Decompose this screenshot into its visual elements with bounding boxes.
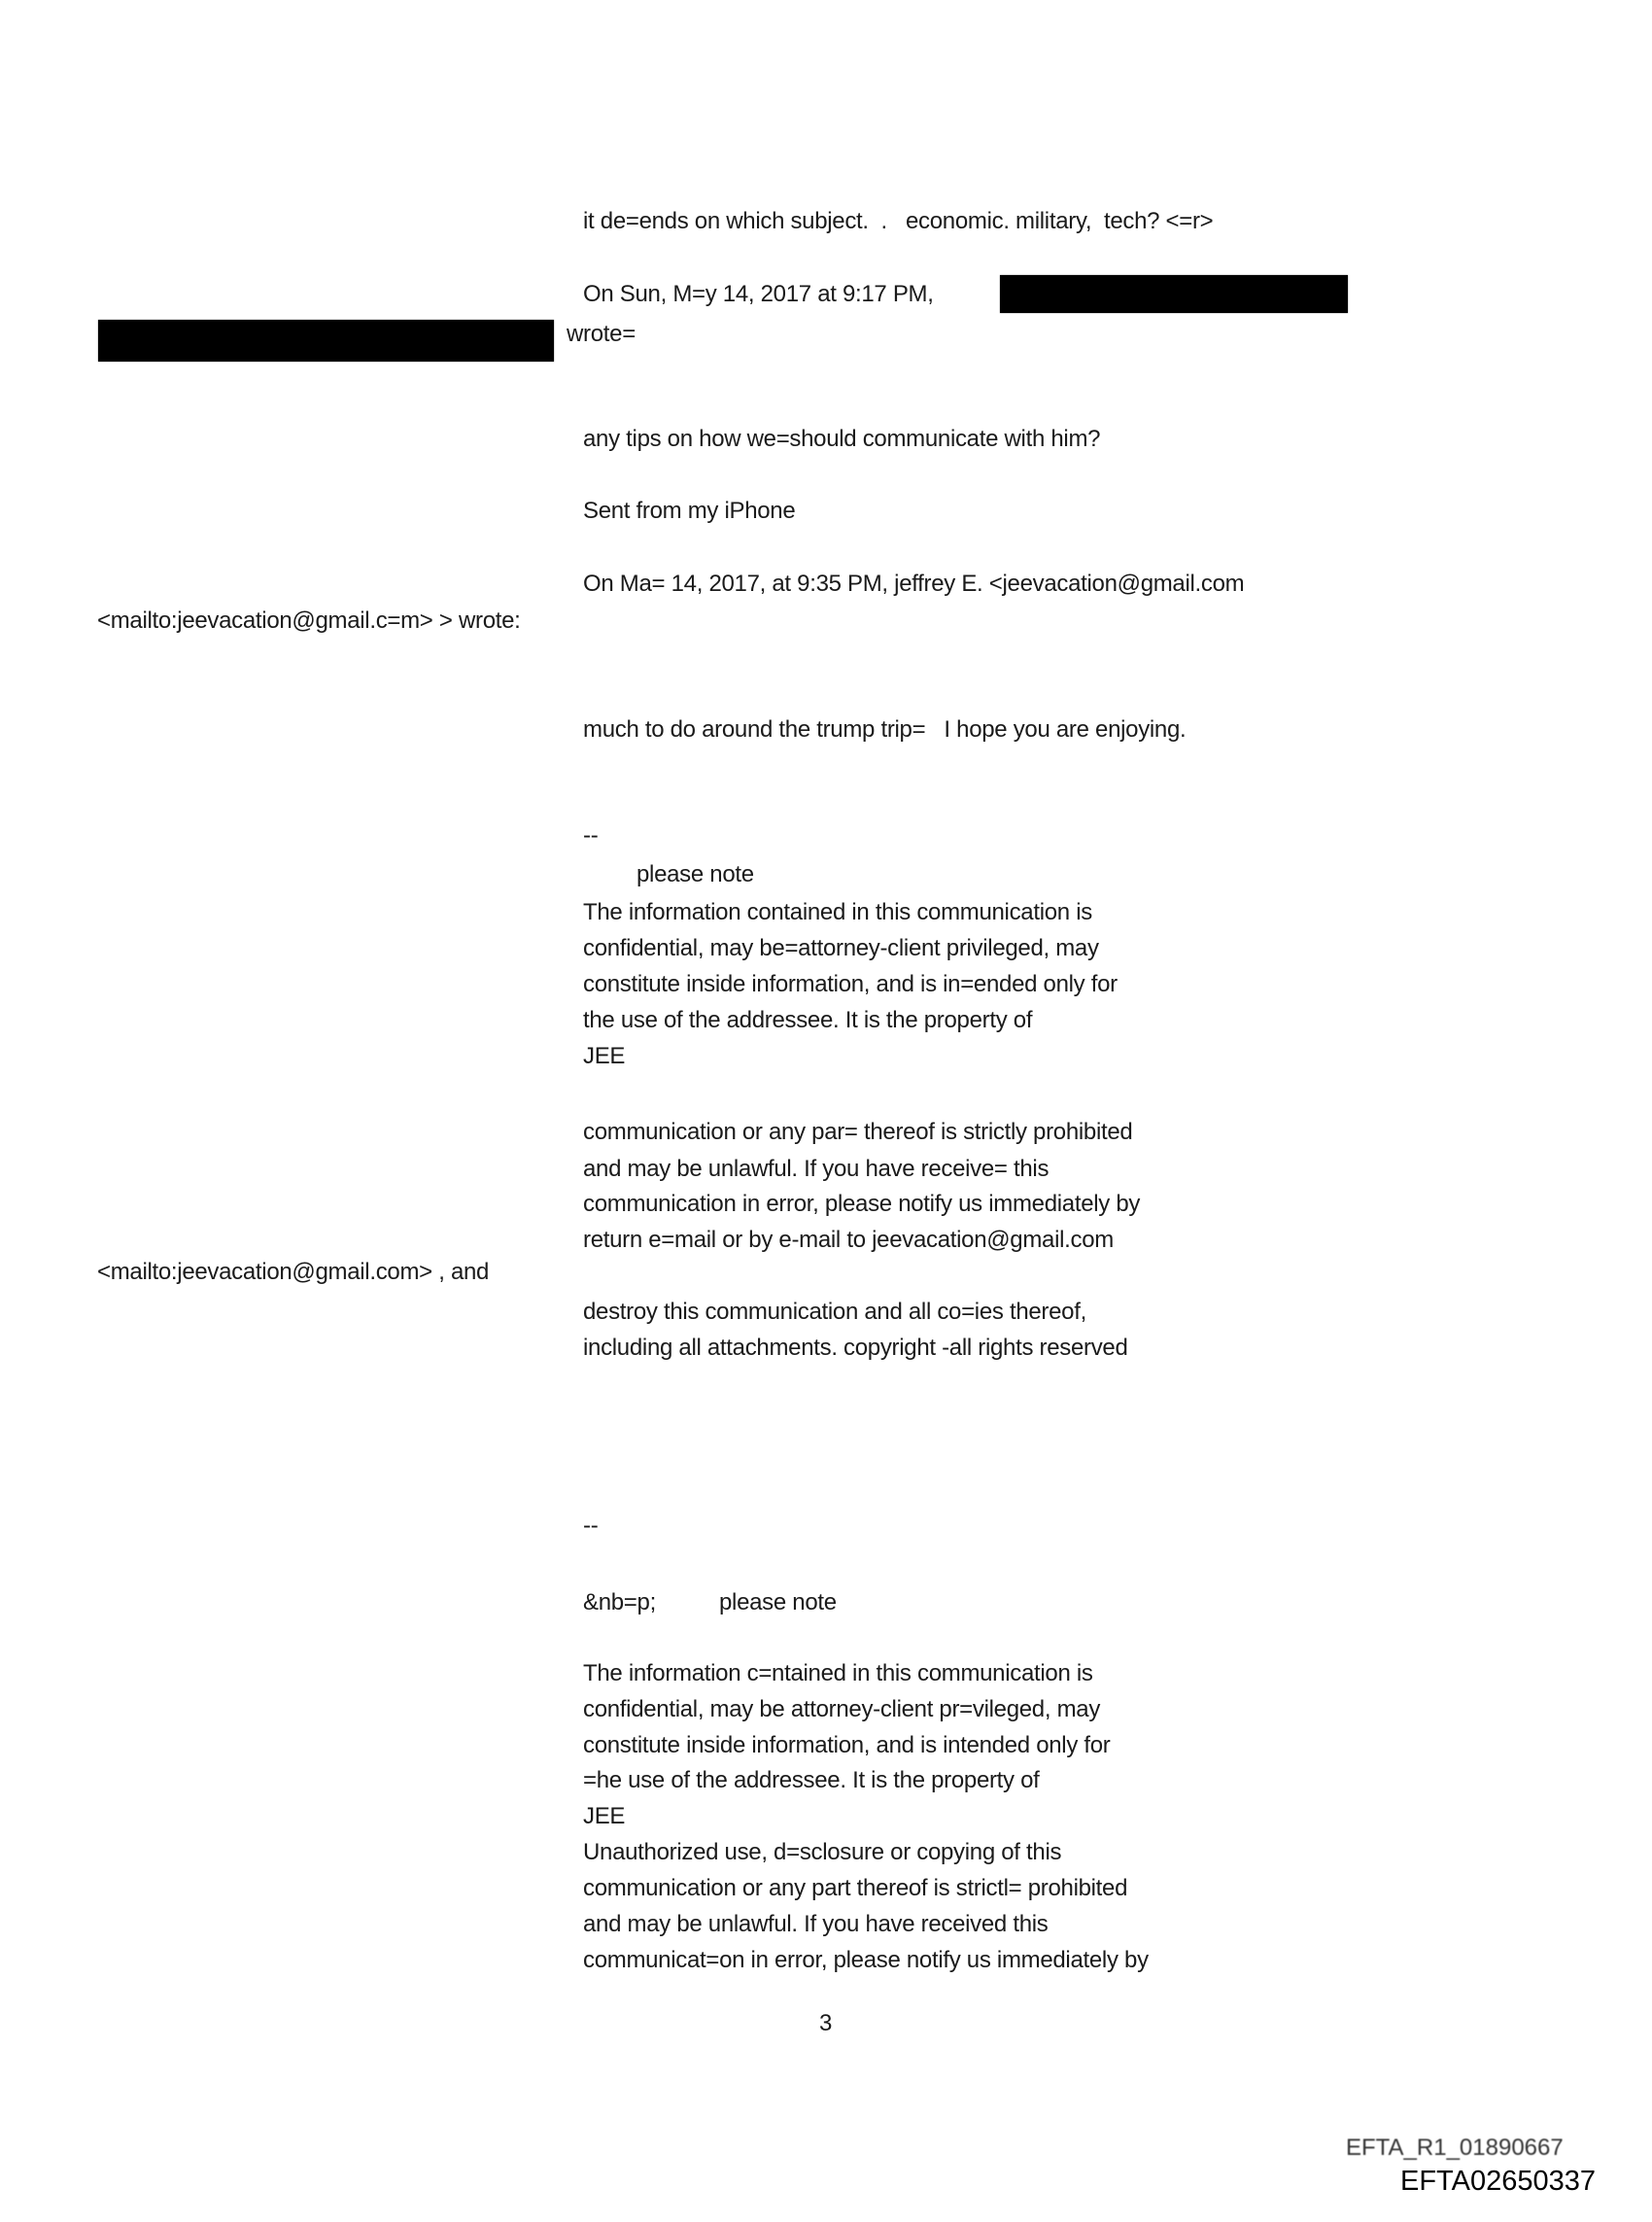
quote1-body: any tips on how we=should communicate with him? — [583, 426, 1101, 452]
bates-number-main: EFTA02650337 — [1400, 2166, 1596, 2197]
disclaimer2-line: constitute inside information, and is intended only for — [583, 1732, 1111, 1758]
disclaimer2-line: and may be unlawful. If you have received this — [583, 1911, 1049, 1937]
disclaimer1-line: The information contained in this communication is — [583, 899, 1092, 925]
disclaimer1-mailto-link: <mailto:jeevacation@gmail.com> , and — [97, 1259, 490, 1285]
disclaimer1-line: including all attachments. copyright -all rights reserved — [583, 1335, 1128, 1361]
disclaimer2-heading: please note — [719, 1589, 837, 1615]
disclaimer2-line: =he use of the addressee. It is the property of — [583, 1767, 1040, 1793]
disclaimer2-entity: &nb=p; — [583, 1589, 656, 1615]
redacted-sender-email — [98, 320, 554, 362]
disclaimer2-line: communicat=on in error, please notify us immediately by — [583, 1947, 1149, 1973]
disclaimer2-line: The information c=ntained in this communication is — [583, 1660, 1093, 1686]
disclaimer1-line: communication or any par= thereof is strictly prohibited — [583, 1119, 1133, 1145]
disclaimer2-line: JEE — [583, 1803, 626, 1829]
reply-message: it de=ends on which subject. . economic. military, tech? <=r> — [583, 208, 1214, 234]
disclaimer1-separator: -- — [583, 822, 599, 849]
disclaimer2-line: communication or any part thereof is strictl= prohibited — [583, 1875, 1128, 1901]
disclaimer1-line: the use of the addressee. It is the property of — [583, 1007, 1033, 1033]
disclaimer1-line: confidential, may be=attorney-client privileged, may — [583, 935, 1099, 961]
quote1-signature: Sent from my iPhone — [583, 498, 796, 524]
disclaimer1-line: and may be unlawful. If you have receive= this — [583, 1156, 1050, 1182]
disclaimer1-line: JEE — [583, 1043, 626, 1069]
quote1-header-line2: wrote= — [567, 321, 636, 347]
disclaimer1-line: destroy this communication and all co=ies thereof, — [583, 1299, 1086, 1325]
disclaimer1-line: return e=mail or by e-mail to jeevacation@gmail.com — [583, 1227, 1114, 1253]
disclaimer1-line: communication in error, please notify us immediately by — [583, 1191, 1141, 1217]
quote2-header-line1: On Ma= 14, 2017, at 9:35 PM, jeffrey E. <jeevacation@gmail.com — [583, 571, 1245, 597]
disclaimer2-line: Unauthorized use, d=sclosure or copying of this — [583, 1839, 1062, 1865]
disclaimer2-line: confidential, may be attorney-client pr=vileged, may — [583, 1696, 1101, 1722]
redacted-sender-name — [1000, 275, 1348, 313]
quote2-body: much to do around the trump trip= I hope you are enjoying. — [583, 716, 1187, 743]
quote2-header-line2: <mailto:jeevacation@gmail.c=m> > wrote: — [97, 608, 521, 634]
disclaimer2-separator: -- — [583, 1512, 599, 1539]
quote1-header-line1: On Sun, M=y 14, 2017 at 9:17 PM, — [583, 281, 934, 307]
disclaimer1-line: constitute inside information, and is in=ended only for — [583, 971, 1118, 997]
disclaimer1-heading: please note — [637, 861, 754, 887]
bates-number-r1: EFTA_R1_01890667 — [1346, 2135, 1564, 2161]
page-number: 3 — [819, 2010, 833, 2036]
